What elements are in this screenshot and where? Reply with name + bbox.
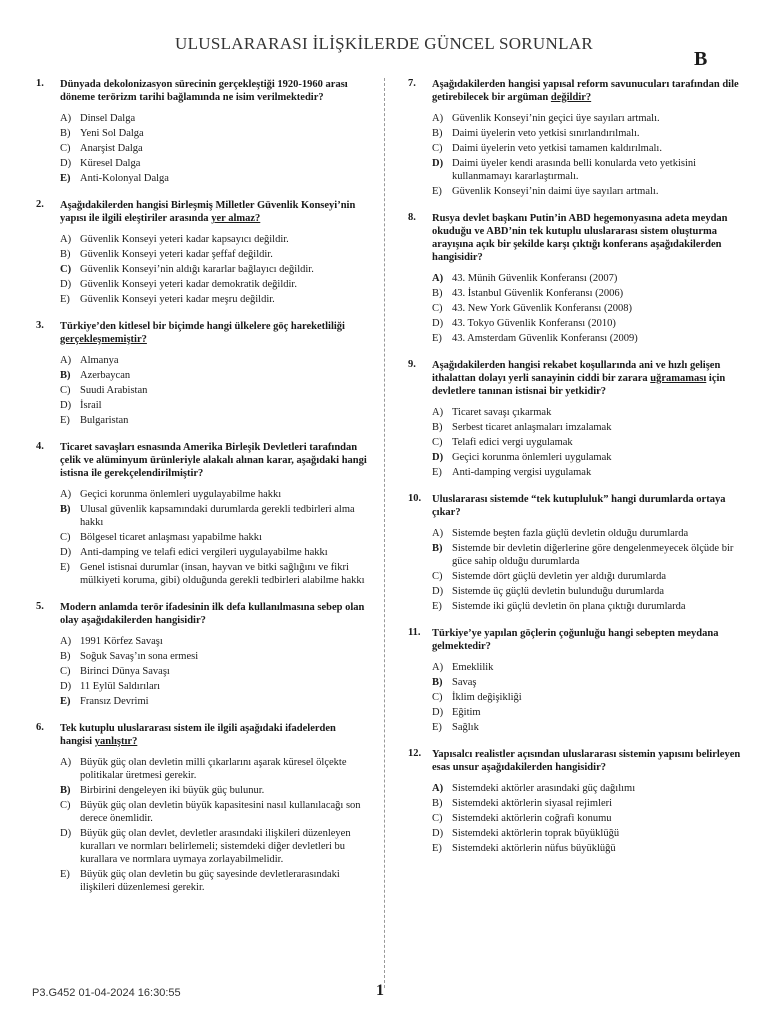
- option-list: [60, 354, 370, 427]
- answer-option: [432, 157, 742, 183]
- option-list: [432, 406, 742, 479]
- stem-text: için devletlere tanınan istisnai bir yetkidir?: [432, 373, 726, 397]
- option-text: Soğuk Savaş’ın sona ermesi: [80, 651, 199, 662]
- option-letter: B): [60, 370, 71, 381]
- option-text: Eğitim: [452, 707, 481, 718]
- option-letter: B): [60, 651, 71, 662]
- option-letter: A): [432, 113, 444, 124]
- option-letter: C): [432, 143, 443, 154]
- question: [402, 748, 742, 855]
- question: [402, 627, 742, 734]
- answer-option: [432, 142, 742, 155]
- underlined-emphasis: yer almaz?: [211, 213, 261, 224]
- option-letter: B): [432, 128, 443, 139]
- question: [402, 359, 742, 479]
- answer-option: [432, 112, 742, 125]
- question: [402, 78, 742, 198]
- question-number: 9.: [408, 359, 416, 370]
- answer-option: [432, 585, 742, 598]
- answer-option: [60, 127, 370, 140]
- question-stem: [60, 722, 370, 748]
- option-text: Savaş: [452, 677, 477, 688]
- option-letter: A): [60, 636, 72, 647]
- option-text: Daimi üyelerin veto yetkisi tamamen kaldırılmalı.: [452, 143, 662, 154]
- answer-option: [60, 263, 370, 276]
- option-list: [432, 527, 742, 613]
- answer-option: [60, 784, 370, 797]
- stem-text: Modern anlamda terör ifadesinin ilk defa kullanılmasına sebep olan olay aşağıdakilerden hangisidir?: [60, 602, 365, 626]
- option-list: [432, 782, 742, 855]
- question-stem: [432, 78, 742, 104]
- option-text: Sistemde beşten fazla güçlü devletin olduğu durumlarda: [452, 528, 689, 539]
- question-stem: [432, 212, 742, 264]
- answer-option: [60, 680, 370, 693]
- answer-option: [432, 332, 742, 345]
- option-text: Sistemde bir devletin diğerlerine göre dengelenmeyecek ölçüde bir güce sahip olduğu durumlarda: [452, 543, 734, 567]
- answer-option: [60, 799, 370, 825]
- answer-option: [432, 812, 742, 825]
- option-text: Ticaret savaşı çıkarmak: [452, 407, 552, 418]
- exam-title: ULUSLARARASI İLİŞKİLERDE GÜNCEL SORUNLAR: [175, 34, 593, 53]
- question: [30, 199, 370, 306]
- answer-option: [432, 706, 742, 719]
- option-letter: C): [432, 571, 443, 582]
- option-text: Daimi üyelerin veto yetkisi sınırlandırılmalı.: [452, 128, 640, 139]
- option-text: Anarşist Dalga: [80, 143, 143, 154]
- option-letter: E): [432, 467, 442, 478]
- question-number: 5.: [36, 601, 44, 612]
- option-letter: D): [432, 158, 444, 169]
- answer-option: [60, 635, 370, 648]
- question-number: 12.: [408, 748, 422, 759]
- option-letter: A): [432, 528, 444, 539]
- option-text: Güvenlik Konseyi’nin aldığı kararlar bağlayıcı değildir.: [80, 264, 314, 275]
- option-text: 43. New York Güvenlik Konferansı (2008): [452, 303, 632, 314]
- option-letter: C): [432, 813, 443, 824]
- option-text: Birbirini dengeleyen iki büyük güç bulunur.: [80, 785, 265, 796]
- answer-option: [432, 406, 742, 419]
- stem-text: Türkiye’den kitlesel bir biçimde hangi ülkelere göç hareketliliği: [60, 321, 345, 332]
- question: [30, 601, 370, 708]
- option-text: Serbest ticaret anlaşmaları imzalamak: [452, 422, 612, 433]
- answer-option: [432, 542, 742, 568]
- option-text: Büyük güç olan devlet, devletler arasındaki ilişkileri düzenleyen kuralları ve normları belirlemeli; sistemdeki diğer devletleri bu kurallara ve normlara uymaya zorlayabilmelidir.: [80, 828, 351, 865]
- option-letter: D): [60, 158, 72, 169]
- answer-option: [60, 172, 370, 185]
- answer-option: [432, 127, 742, 140]
- option-letter: D): [60, 828, 72, 839]
- option-letter: A): [432, 273, 444, 284]
- answer-option: [432, 721, 742, 734]
- option-text: Sistemde dört güçlü devletin yer aldığı durumlarda: [452, 571, 667, 582]
- option-letter: D): [60, 681, 72, 692]
- option-letter: D): [432, 828, 444, 839]
- option-letter: C): [60, 385, 71, 396]
- option-letter: C): [432, 437, 443, 448]
- option-text: Sistemde iki güçlü devletin ön plana çıktığı durumlarda: [452, 601, 686, 612]
- question-number: 6.: [36, 722, 44, 733]
- option-letter: B): [432, 543, 443, 554]
- option-text: Azerbaycan: [80, 370, 131, 381]
- option-letter: A): [60, 355, 72, 366]
- question-number: 10.: [408, 493, 422, 504]
- answer-option: [432, 661, 742, 674]
- option-text: Güvenlik Konseyi’nin daimi üye sayıları artmalı.: [452, 186, 659, 197]
- answer-option: [432, 466, 742, 479]
- option-text: Genel istisnai durumlar (insan, hayvan ve bitki sağlığını ve fikri mülkiyeti koruma, gibi) olduğunda gerekli tedbirleri alabilme hakkı: [80, 562, 365, 586]
- option-text: Emeklilik: [452, 662, 494, 673]
- option-letter: D): [432, 452, 444, 463]
- answer-option: [60, 354, 370, 367]
- option-text: Büyük güç olan devletin büyük kapasitesini nasıl kullanılacağı son derece önemlidir.: [80, 800, 361, 824]
- option-letter: A): [60, 757, 72, 768]
- option-letter: E): [60, 415, 70, 426]
- option-text: Güvenlik Konseyi yeteri kadar kapsayıcı değildir.: [80, 234, 289, 245]
- question-number: 7.: [408, 78, 416, 89]
- option-letter: E): [60, 869, 70, 880]
- option-letter: C): [60, 532, 71, 543]
- option-text: 43. Münih Güvenlik Konferansı (2007): [452, 273, 618, 284]
- option-text: Fransız Devrimi: [80, 696, 149, 707]
- option-text: Daimi üyeler kendi arasında belli konularda veto yetkisini kullanmamayı kararlaştırmalı.: [452, 158, 697, 182]
- option-letter: D): [432, 707, 444, 718]
- question-stem: [60, 199, 370, 225]
- answer-option: [60, 112, 370, 125]
- question: [30, 722, 370, 894]
- option-text: Sistemdeki aktörlerin siyasal rejimleri: [452, 798, 613, 809]
- option-text: Birinci Dünya Savaşı: [80, 666, 170, 677]
- answer-option: [60, 531, 370, 544]
- question-stem: [60, 441, 370, 480]
- answer-option: [60, 756, 370, 782]
- option-letter: A): [432, 407, 444, 418]
- option-letter: C): [432, 692, 443, 703]
- option-text: Güvenlik Konseyi yeteri kadar meşru değildir.: [80, 294, 275, 305]
- left-column: [30, 78, 370, 908]
- option-text: Güvenlik Konseyi yeteri kadar demokratik değildir.: [80, 279, 297, 290]
- option-text: Sistemdeki aktörler arasındaki güç dağılımı: [452, 783, 636, 794]
- option-letter: B): [432, 798, 443, 809]
- option-list: [60, 756, 370, 894]
- option-letter: C): [60, 264, 72, 275]
- answer-option: [432, 421, 742, 434]
- stem-text: Rusya devlet başkanı Putin’in ABD hegemonyasına adeta meydan okuduğu ve ABD’nin tek kutuplu uluslararası sistem oluşturma arayışına açık bir şekilde karşı çıktığı konferans aşağıdakilerden hangisidir?: [432, 213, 728, 263]
- option-text: 43. Amsterdam Güvenlik Konferansı (2009): [452, 333, 638, 344]
- option-letter: E): [60, 696, 71, 707]
- option-letter: E): [432, 601, 442, 612]
- option-list: [432, 112, 742, 198]
- answer-option: [432, 436, 742, 449]
- answer-option: [60, 665, 370, 678]
- option-letter: A): [60, 489, 72, 500]
- option-letter: D): [432, 318, 444, 329]
- answer-option: [60, 868, 370, 894]
- stem-text: Aşağıdakilerden hangisi rekabet koşullarında ani ve hızlı gelişen ithalattan dolayı yerli sanayinin ciddi bir zarara: [432, 360, 721, 384]
- answer-option: [432, 185, 742, 198]
- answer-option: [432, 317, 742, 330]
- option-text: Bölgesel ticaret anlaşması yapabilme hakkı: [80, 532, 262, 543]
- underlined-emphasis: yanlıştır?: [94, 736, 138, 747]
- stem-text: Yapısalcı realistler açısından uluslararası sistemin yapısını belirleyen esas unsur aşağıdakilerden hangisidir?: [432, 749, 741, 773]
- stem-text: Ticaret savaşları esnasında Amerika Birleşik Devletleri tarafından çelik ve alüminyum ürünleriyle alakalı alınan karar, aşağıdaki hangi istisna ile gerekçelendirilmiştir?: [60, 442, 367, 479]
- option-letter: B): [60, 504, 71, 515]
- underlined-emphasis: gerçekleşmemiştir?: [60, 334, 147, 345]
- option-letter: E): [60, 562, 70, 573]
- option-list: [60, 233, 370, 306]
- question-stem: [60, 78, 370, 104]
- option-text: 11 Eylül Saldırıları: [80, 681, 161, 692]
- answer-option: [60, 561, 370, 587]
- option-letter: C): [432, 303, 443, 314]
- option-text: Anti-damping vergisi uygulamak: [452, 467, 592, 478]
- answer-option: [432, 272, 742, 285]
- option-text: Geçici korunma önlemleri uygulayabilme hakkı: [80, 489, 282, 500]
- question: [30, 320, 370, 427]
- answer-option: [432, 527, 742, 540]
- option-letter: E): [432, 333, 442, 344]
- answer-option: [60, 399, 370, 412]
- option-letter: B): [60, 785, 71, 796]
- option-text: Büyük güç olan devletin milli çıkarlarını aşarak küresel ölçekte politikalar üretmesi gerekir.: [80, 757, 347, 781]
- option-text: Büyük güç olan devletin bu güç sayesinde devletlerarasındaki ilişkileri düzenlemesi gerekir.: [80, 869, 340, 893]
- option-letter: E): [60, 173, 71, 184]
- option-text: Sistemde üç güçlü devletin bulunduğu durumlarda: [452, 586, 664, 597]
- answer-option: [432, 287, 742, 300]
- option-text: 43. İstanbul Güvenlik Konferansı (2006): [452, 288, 624, 299]
- option-list: [60, 635, 370, 708]
- answer-option: [60, 142, 370, 155]
- question: [30, 441, 370, 587]
- answer-option: [60, 488, 370, 501]
- stem-text: Aşağıdakilerden hangisi yapısal reform savunucuları tarafından dile getirebilecek bir argüman: [432, 79, 739, 103]
- option-text: Güvenlik Konseyi’nin geçici üye sayıları artmalı.: [452, 113, 660, 124]
- option-text: Dinsel Dalga: [80, 113, 136, 124]
- answer-option: [432, 691, 742, 704]
- answer-option: [60, 293, 370, 306]
- underlined-emphasis: değildir?: [550, 92, 592, 103]
- answer-option: [432, 797, 742, 810]
- answer-option: [60, 546, 370, 559]
- option-list: [432, 272, 742, 345]
- option-text: 1991 Körfez Savaşı: [80, 636, 163, 647]
- option-list: [60, 112, 370, 185]
- answer-option: [60, 248, 370, 261]
- option-text: Ulusal güvenlik kapsamındaki durumlarda gerekli tedbirleri alma hakkı: [80, 504, 355, 528]
- answer-option: [432, 676, 742, 689]
- option-letter: C): [60, 666, 71, 677]
- question-stem: [432, 627, 742, 653]
- option-text: Anti-Kolonyal Dalga: [80, 173, 169, 184]
- question-stem: [432, 493, 742, 519]
- question-stem: [432, 359, 742, 398]
- option-text: İsrail: [80, 400, 102, 411]
- option-letter: E): [60, 294, 70, 305]
- question-stem: [432, 748, 742, 774]
- option-letter: B): [432, 677, 443, 688]
- option-letter: C): [60, 800, 71, 811]
- question-number: 8.: [408, 212, 416, 223]
- option-text: 43. Tokyo Güvenlik Konferansı (2010): [452, 318, 616, 329]
- underlined-emphasis: uğramaması: [650, 373, 707, 384]
- question: [30, 78, 370, 185]
- option-text: Sistemdeki aktörlerin coğrafi konumu: [452, 813, 612, 824]
- option-letter: B): [432, 422, 443, 433]
- answer-option: [60, 695, 370, 708]
- option-letter: E): [432, 186, 442, 197]
- option-letter: B): [60, 249, 71, 260]
- answer-option: [60, 233, 370, 246]
- stem-text: Aşağıdakilerden hangisi Birleşmiş Milletler Güvenlik Konseyi’nin yapısı ile ilgili eleştiriler arasında: [60, 200, 356, 224]
- option-list: [60, 488, 370, 587]
- option-letter: B): [60, 128, 71, 139]
- answer-option: [60, 369, 370, 382]
- answer-option: [432, 827, 742, 840]
- question-number: 11.: [408, 627, 421, 638]
- option-letter: B): [432, 288, 443, 299]
- option-letter: D): [60, 400, 72, 411]
- answer-option: [432, 451, 742, 464]
- answer-option: [60, 278, 370, 291]
- answer-option: [60, 384, 370, 397]
- option-letter: A): [432, 662, 444, 673]
- option-list: [432, 661, 742, 734]
- option-letter: D): [60, 279, 72, 290]
- option-text: Güvenlik Konseyi yeteri kadar şeffaf değildir.: [80, 249, 273, 260]
- option-letter: C): [60, 143, 71, 154]
- question-stem: [60, 320, 370, 346]
- option-letter: A): [60, 234, 72, 245]
- question: [402, 212, 742, 345]
- answer-option: [60, 414, 370, 427]
- answer-option: [60, 503, 370, 529]
- answer-option: [432, 302, 742, 315]
- question-number: 2.: [36, 199, 44, 210]
- page-number: 1: [376, 982, 384, 999]
- booklet-letter: B: [694, 48, 708, 70]
- answer-option: [60, 157, 370, 170]
- question-number: 1.: [36, 78, 44, 89]
- question-number: 3.: [36, 320, 44, 331]
- option-text: Küresel Dalga: [80, 158, 141, 169]
- option-letter: E): [432, 722, 442, 733]
- option-text: Bulgaristan: [80, 415, 129, 426]
- option-text: Sağlık: [452, 722, 479, 733]
- answer-option: [432, 842, 742, 855]
- stem-text: Dünyada dekolonizasyon sürecinin gerçekleştiği 1920-1960 arası döneme terörizm tarihi bağlamında ne isim verilmektedir?: [60, 79, 348, 103]
- footer-code: P3.G452 01-04-2024 16:30:55: [32, 987, 181, 999]
- stem-text: Uluslararası sistemde “tek kutupluluk” hangi durumlarda ortaya çıkar?: [432, 494, 726, 518]
- option-text: Telafi edici vergi uygulamak: [452, 437, 573, 448]
- option-text: Almanya: [80, 355, 119, 366]
- stem-text: Türkiye’ye yapılan göçlerin çoğunluğu hangi sebepten meydana gelmektedir?: [432, 628, 719, 652]
- question-number: 4.: [36, 441, 44, 452]
- option-text: Sistemdeki aktörlerin nüfus büyüklüğü: [452, 843, 616, 854]
- answer-option: [60, 650, 370, 663]
- right-column: [402, 78, 742, 869]
- option-letter: A): [60, 113, 72, 124]
- stem-text: Tek kutuplu uluslararası sistem ile ilgili aşağıdaki ifadelerden hangisi: [60, 723, 336, 747]
- option-letter: D): [60, 547, 72, 558]
- option-text: İklim değişikliği: [452, 692, 522, 703]
- answer-option: [432, 600, 742, 613]
- answer-option: [432, 782, 742, 795]
- option-text: Sistemdeki aktörlerin toprak büyüklüğü: [452, 828, 620, 839]
- question: [402, 493, 742, 613]
- option-text: Geçici korunma önlemleri uygulamak: [452, 452, 612, 463]
- option-letter: A): [432, 783, 444, 794]
- option-text: Anti-damping ve telafi edici vergileri uygulayabilme hakkı: [80, 547, 328, 558]
- option-letter: E): [432, 843, 442, 854]
- answer-option: [60, 827, 370, 866]
- option-text: Yeni Sol Dalga: [80, 128, 144, 139]
- column-divider: [384, 78, 385, 988]
- question-stem: [60, 601, 370, 627]
- answer-option: [432, 570, 742, 583]
- option-letter: D): [432, 586, 444, 597]
- option-text: Suudi Arabistan: [80, 385, 148, 396]
